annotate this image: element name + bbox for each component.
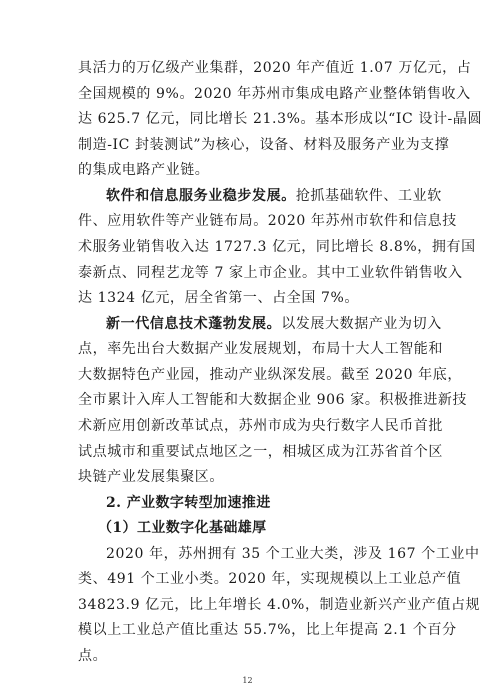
paragraph-line: 模以上工业总产值比重达 55.7%，比上年提高 2.1 个百分 <box>78 622 457 639</box>
paragraph-line: 的集成电路产业链。 <box>78 162 210 179</box>
paragraph-line: 达 1324 亿元，居全省第一、占全国 7%。 <box>78 290 359 307</box>
paragraph-line: 试点城市和重要试点地区之一，相城区成为江苏省首个区 <box>78 443 443 460</box>
paragraph-lead-bold: 软件和信息服务业稳步发展。 <box>106 187 296 204</box>
paragraph-lead-bold: 新一代信息技术蓬勃发展。 <box>106 315 282 332</box>
paragraph-line: 大数据特色产业园，推动产业纵深发展。截至 2020 年底， <box>78 366 462 383</box>
paragraph-text: 抢抓基础软件、工业软 <box>295 187 442 204</box>
paragraph-line: 块链产业发展集聚区。 <box>78 469 224 485</box>
paragraph-first-line: 2020 年，苏州拥有 35 个工业大类，涉及 167 个工业中 <box>106 545 480 562</box>
paragraph-line: 制造-IC 封装测试”为核心，设备、材料及服务产业为支撑 <box>78 136 450 153</box>
paragraph-line: 术新应用创新改革试点，苏州市成为央行数字人民币首批 <box>78 417 443 434</box>
subsection-heading: （1）工业数字化基础雄厚 <box>98 520 267 537</box>
paragraph-first-line <box>106 186 442 206</box>
paragraph-line: 34823.9 亿元，比上年增长 4.0%，制造业新兴产业产值占规 <box>78 596 481 613</box>
section-heading: 2. 产业数字转型加速推进 <box>106 494 271 511</box>
paragraph-text: 以发展大数据产业为切入 <box>281 315 442 332</box>
paragraph-line: 类、491 个工业小类。2020 年，实现规模以上工业总产值 <box>78 571 462 588</box>
paragraph-line: 全市累计入库人工智能和大数据企业 906 家。积极推进新技 <box>78 392 468 409</box>
paragraph-line: 达 625.7 亿元，同比增长 21.3%。基本形成以“IC 设计-晶圆 <box>78 111 483 128</box>
paragraph-line: 全国规模的 9%。2020 年苏州市集成电路产业整体销售收入 <box>78 85 471 102</box>
paragraph-line: 术服务业销售收入达 1727.3 亿元，同比增长 8.8%，拥有国 <box>78 239 476 255</box>
paragraph-line: 点。 <box>78 648 108 664</box>
paragraph-line: 具活力的万亿级产业集群，2020 年产值近 1.07 万亿元，占 <box>78 60 472 76</box>
paragraph-first-line <box>106 314 442 334</box>
paragraph-line: 点，率先出台大数据产业发展规划，布局十大人工智能和 <box>78 341 443 358</box>
paragraph-line: 件、应用软件等产业链布局。2020 年苏州市软件和信息技 <box>78 213 457 230</box>
page-number: 12 <box>242 676 253 685</box>
paragraph-line: 泰新点、同程艺龙等 7 家上市企业。其中工业软件销售收入 <box>78 264 463 281</box>
